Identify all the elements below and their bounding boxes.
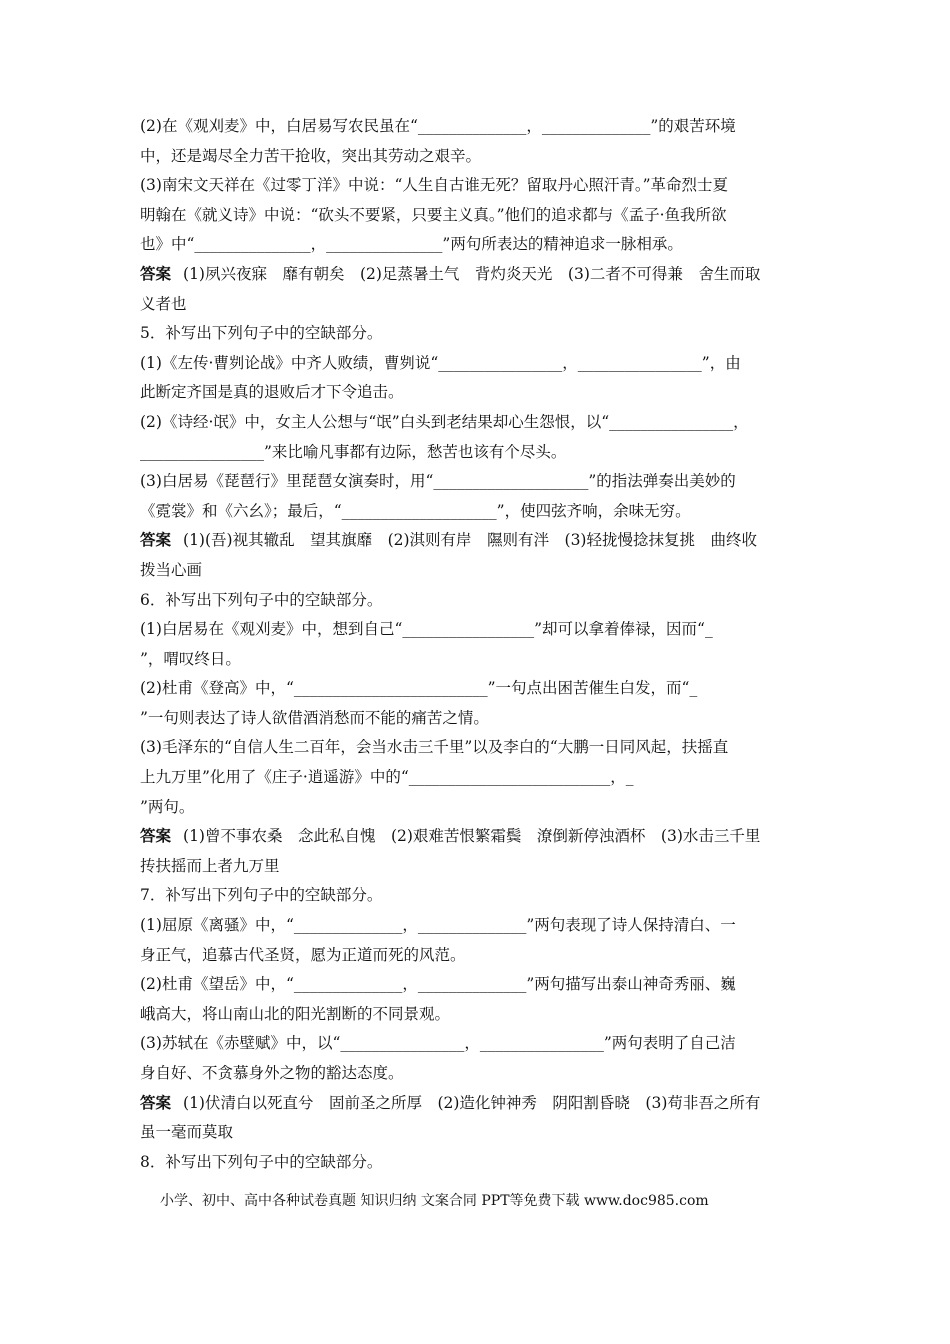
text-line <box>140 319 810 349</box>
line-text: (1)屈原《离骚》中，“______________，______________”两句表现了诗人保持清白、一 <box>140 916 736 935</box>
line-text: 也》中“_______________，_______________”两句所表达的精神追求一脉相承。 <box>140 235 683 254</box>
text-line <box>140 674 810 704</box>
line-text: 此断定齐国是真的退败后才下令追击。 <box>140 383 404 402</box>
text-line <box>140 852 810 882</box>
line-text: (1)曾不事农桑 念此私自愧 (2)艰难苦恨繁霜鬓 潦倒新停浊酒杯 (3)水击三千里 <box>183 827 761 846</box>
line-text: 7．补写出下列句子中的空缺部分。 <box>140 886 383 905</box>
text-line <box>140 378 810 408</box>
line-text: 义者也 <box>140 294 187 313</box>
text-line <box>140 941 810 971</box>
text-line <box>140 201 810 231</box>
line-text: 身正气，追慕古代圣贤，愿为正道而死的风范。 <box>140 945 466 964</box>
text-line <box>140 112 810 142</box>
line-text: 6．补写出下列句子中的空缺部分。 <box>140 590 383 609</box>
line-text: 《霓裳》和《六幺》；最后，“____________________”，使四弦齐响，余味无穷。 <box>140 501 691 520</box>
line-text: 中，还是竭尽全力苦干抢收，突出其劳动之艰辛。 <box>140 146 482 165</box>
line-text: (1)伏清白以死直兮 固前圣之所厚 (2)造化钟神秀 阴阳割昏晓 (3)苟非吾之所有 <box>183 1093 761 1112</box>
line-text: ”两句。 <box>140 797 195 816</box>
document-body <box>140 112 810 1177</box>
line-text: ”，喟叹终日。 <box>140 649 241 668</box>
line-text: (3)白居易《琵琶行》里琵琶女演奏时，用“____________________”的指法弹奏出美妙的 <box>140 472 736 491</box>
line-text: 5．补写出下列句子中的空缺部分。 <box>140 324 383 343</box>
text-line <box>140 970 810 1000</box>
text-line <box>140 1148 810 1178</box>
line-text: (3)苏轼在《赤壁赋》中，以“________________，________________”两句表明了自己洁 <box>140 1034 736 1053</box>
text-line <box>140 467 810 497</box>
line-text: 上九万里”化用了《庄子·逍遥游》中的“__________________________，_ <box>140 768 634 787</box>
answer-label: 答案 <box>140 264 172 283</box>
text-line <box>140 793 810 823</box>
answer-line <box>140 526 810 556</box>
line-text: (1)(吾)视其辙乱 望其旗靡 (2)淇则有岸 隰则有泮 (3)轻拢慢捻抹复挑 曲终收 <box>183 531 757 550</box>
text-line <box>140 171 810 201</box>
text-line <box>140 556 810 586</box>
text-line <box>140 763 810 793</box>
line-text: (2)《诗经·氓》中，女主人公想与“氓”白头到老结果却心生怨恨，以“________________， <box>140 412 749 431</box>
line-text: 虽一毫而莫取 <box>140 1123 234 1142</box>
line-text: 身自好、不贪慕身外之物的豁达态度。 <box>140 1064 404 1082</box>
answer-line <box>140 822 810 852</box>
line-text: (1)夙兴夜寐 靡有朝矣 (2)足蒸暑土气 背灼炎天光 (3)二者不可得兼 舍生而取 <box>183 264 761 283</box>
line-text: 8．补写出下列句子中的空缺部分。 <box>140 1152 383 1171</box>
text-line <box>140 408 810 438</box>
line-text: (2)杜甫《望岳》中，“______________，______________”两句描写出泰山神奇秀丽、巍 <box>140 975 736 994</box>
line-text: (2)杜甫《登高》中，“_________________________”一句点出困苦催生白发，而“_ <box>140 679 698 698</box>
answer-label: 答案 <box>140 1093 172 1112</box>
text-line <box>140 704 810 734</box>
line-text: (3)毛泽东的“自信人生二百年，会当水击三千里”以及李白的“大鹏一日同风起，扶摇直 <box>140 738 729 757</box>
text-line <box>140 1118 810 1148</box>
answer-line <box>140 1089 810 1119</box>
line-text: ________________”来比喻凡事都有边际，愁苦也该有个尽头。 <box>140 442 567 461</box>
page-footer: 小学、初中、高中各种试卷真题 知识归纳 文案合同 PPT等免费下载 www.doc985.com <box>160 1193 709 1209</box>
text-line <box>140 290 810 320</box>
text-line <box>140 230 810 260</box>
answer-label: 答案 <box>140 531 172 550</box>
line-text: (3)南宋文天祥在《过零丁洋》中说：“人生自古谁无死？留取丹心照汗青。”革命烈士夏 <box>140 176 729 195</box>
text-line <box>140 1059 810 1089</box>
line-text: (1)《左传·曹刿论战》中齐人败绩，曹刿说“________________，________________”，由 <box>140 353 741 372</box>
line-text: 抟扶摇而上者九万里 <box>140 856 280 875</box>
text-line <box>140 1029 810 1059</box>
text-line <box>140 733 810 763</box>
line-text: 明翰在《就义诗》中说：“砍头不要紧，只要主义真。”他们的追求都与《孟子·鱼我所欲 <box>140 205 727 224</box>
line-text: 拨当心画 <box>140 560 203 579</box>
text-line <box>140 1000 810 1030</box>
line-text: (1)白居易在《观刈麦》中，想到自己“_________________”却可以拿着俸禄，因而“_ <box>140 620 713 639</box>
text-line <box>140 586 810 616</box>
text-line <box>140 142 810 172</box>
text-line <box>140 645 810 675</box>
text-line <box>140 911 810 941</box>
answer-line <box>140 260 810 290</box>
line-text: ”一句则表达了诗人欲借酒消愁而不能的痛苦之情。 <box>140 708 489 727</box>
answer-label: 答案 <box>140 827 172 846</box>
text-line <box>140 615 810 645</box>
text-line <box>140 497 810 527</box>
text-line <box>140 438 810 468</box>
text-line <box>140 881 810 911</box>
line-text: 峨高大，将山南山北的阳光割断的不同景观。 <box>140 1004 451 1023</box>
line-text: (2)在《观刈麦》中，白居易写农民虽在“______________，______________”的艰苦环境 <box>140 117 736 135</box>
text-line <box>140 349 810 379</box>
